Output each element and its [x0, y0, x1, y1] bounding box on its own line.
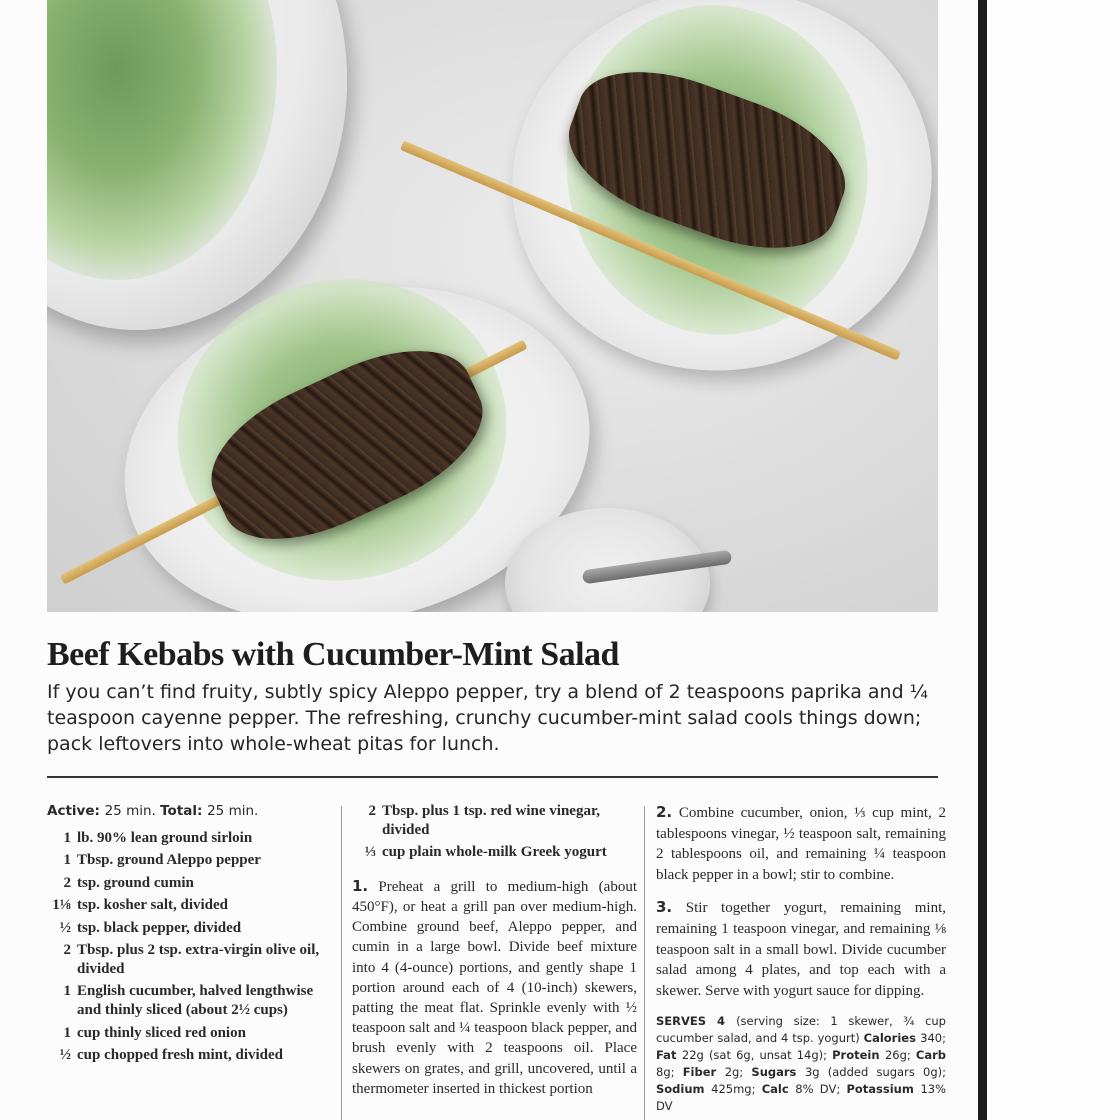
- ingredient-list: [47, 829, 337, 1065]
- recipe-photo: [47, 0, 938, 612]
- ingredient-text: cup thinly sliced red onion: [77, 1024, 246, 1041]
- ingredient-qty: 1⅛: [52, 897, 71, 914]
- sugars-label: Sugars: [751, 1065, 805, 1080]
- page-edge-bar: [978, 0, 987, 1120]
- ingredient-qty: 1: [63, 852, 71, 869]
- ingredient-item: [47, 919, 337, 938]
- calc-value: 8% DV;: [795, 1082, 847, 1097]
- step-text: Stir together yogurt, remaining mint, remaining 1 teaspoon vinegar, and remaining ⅛ teaspoon salt in a small bowl. Divide cucumber salad among 4 plates, and top each with a skewer. Serve with yogurt sauce for dipping.: [656, 900, 947, 999]
- ingredient-qty: ½: [59, 1047, 71, 1064]
- active-value: 25 min.: [104, 803, 161, 819]
- sugars-value: 3g (added sugars 0g);: [804, 1065, 946, 1080]
- column-3: [656, 802, 946, 1115]
- fat-label: Fat: [656, 1048, 682, 1063]
- total-label: Total:: [160, 803, 208, 819]
- carb-label: Carb: [915, 1048, 947, 1063]
- step-2: [656, 802, 946, 885]
- ingredient-qty: 1: [63, 1024, 71, 1041]
- ingredient-item: [47, 941, 337, 979]
- step-number: 1.: [352, 876, 369, 895]
- ingredient-text: Tbsp. plus 2 tsp. extra-virgin olive oil, divided: [77, 941, 320, 977]
- calories-label: Calories: [863, 1031, 921, 1046]
- potassium-label: Potassium: [846, 1082, 921, 1097]
- column-2: [352, 802, 637, 1111]
- time-info: [47, 802, 337, 821]
- fiber-value: 2g;: [724, 1065, 752, 1080]
- column-divider: [644, 806, 645, 1120]
- ingredient-text: Tbsp. ground Aleppo pepper: [77, 852, 261, 869]
- ingredient-text: lb. 90% lean ground sirloin: [77, 830, 253, 846]
- ingredient-list: [352, 802, 637, 862]
- step-text: Combine cucumber, onion, ⅓ cup mint, 2 tablespoons vinegar, ½ teaspoon salt, remaining 2 tablespoons oil, and remaining ¼ teaspoon black pepper in a bowl; stir to combine.: [656, 805, 946, 883]
- ingredient-qty: 1: [63, 983, 71, 1000]
- fiber-label: Fiber: [682, 1065, 725, 1080]
- ingredient-qty: 2: [63, 941, 71, 958]
- ingredient-text: tsp. ground cumin: [77, 874, 194, 891]
- ingredient-text: Tbsp. plus 1 tsp. red wine vinegar, divided: [382, 803, 600, 838]
- protein-label: Protein: [832, 1048, 885, 1063]
- ingredient-text: cup chopped fresh mint, divided: [77, 1047, 284, 1064]
- ingredient-item: [47, 982, 337, 1020]
- page-margin: [987, 0, 1120, 1120]
- ingredient-qty: 2: [368, 803, 376, 819]
- fat-value: 22g (sat 6g, unsat 14g);: [681, 1048, 833, 1063]
- divider-rule: [47, 776, 938, 778]
- nutrition-info: [656, 1013, 946, 1115]
- ingredient-qty: 2: [63, 874, 71, 891]
- ingredient-qty: ⅓: [364, 844, 376, 861]
- column-divider: [341, 806, 342, 1120]
- sodium-label: Sodium: [656, 1082, 712, 1097]
- ingredient-item: [47, 1046, 337, 1065]
- ingredient-qty: ½: [59, 919, 71, 936]
- potassium-value: 13% DV: [656, 1082, 947, 1114]
- serving-size: (serving size: 1 skewer, ¾ cup cucumber salad, and 4 tsp. yogurt): [656, 1014, 946, 1046]
- step-text: Preheat a grill to medium-high (about 450°F), or heat a grill pan over medium-high. Combine ground beef, Aleppo pepper, and cumin in a large bowl. Divide beef mixture into 4 (4-ounce) portions, and gently shape 1 portion around each of 4 (10-inch) skewers, patting the meat flat. Sprinkle evenly with ½ teaspoon salt and ¼ teaspoon black pepper, and brush evenly with 2 teaspoons oil. Place skewers on grates, and grill, uncovered, until a thermometer inserted in thickest portion: [352, 878, 637, 1097]
- step-number: 2.: [656, 803, 673, 821]
- step-1: [352, 876, 637, 1099]
- ingredient-qty: 1: [63, 830, 71, 846]
- sodium-value: 425mg;: [711, 1082, 762, 1097]
- ingredients-column-1: [47, 802, 337, 1069]
- recipe-title: Beef Kebabs with Cucumber-Mint Salad: [47, 636, 619, 673]
- total-value: 25 min.: [207, 803, 259, 819]
- serves-label: SERVES 4: [656, 1014, 737, 1029]
- calc-label: Calc: [761, 1082, 796, 1097]
- ingredient-item: [47, 896, 337, 915]
- ingredient-item: [47, 1024, 337, 1043]
- active-label: Active:: [47, 803, 105, 819]
- ingredient-item: [47, 874, 337, 893]
- ingredient-item: [352, 802, 637, 840]
- carb-value: 8g;: [656, 1065, 683, 1080]
- step-3: [656, 897, 946, 1001]
- calories-value: 340;: [920, 1031, 946, 1046]
- ingredient-item: [47, 851, 337, 870]
- protein-value: 26g;: [884, 1048, 916, 1063]
- ingredient-text: English cucumber, halved lengthwise and thinly sliced (about 2½ cups): [77, 983, 314, 1019]
- ingredient-text: cup plain whole-milk Greek yogurt: [382, 844, 607, 861]
- ingredient-item: [352, 843, 637, 862]
- ingredient-text: tsp. kosher salt, divided: [77, 897, 229, 914]
- step-number: 3.: [656, 898, 673, 917]
- ingredient-text: tsp. black pepper, divided: [77, 919, 242, 936]
- ingredient-item: [47, 829, 337, 848]
- recipe-intro: If you can’t find fruity, subtly spicy Aleppo pepper, try a blend of 2 teaspoons paprika and ¼ teaspoon cayenne pepper. The refreshing, crunchy cucumber-mint salad cools things down; pack leftovers into whole-wheat pitas for lunch.: [47, 681, 929, 755]
